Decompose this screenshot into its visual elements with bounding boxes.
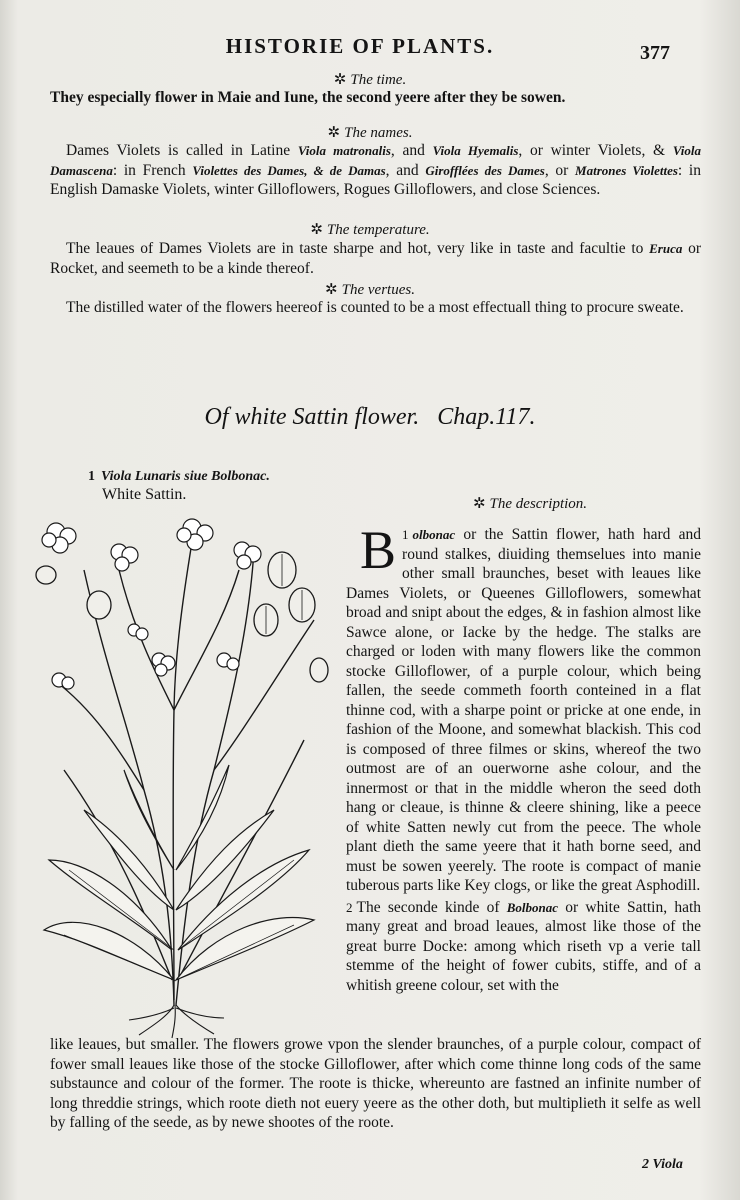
temperature-paragraph: The leaues of Dames Violets are in taste sharpe and hot, very like in taste and facultie to Eruca or Rocket, and seemeth to be a kinde thereof. bbox=[50, 240, 701, 277]
heading-time: ✲ The time. bbox=[333, 72, 407, 88]
description-paragraph-2: 2 The seconde kinde of Bolbonac or white Sattin, hath many great and broad leaues, almost like those of the great burre Docke: among which riseth vp a verie tall stemme of the height of fower cubits, stiffe, and of a whitish greene colour, set with the bbox=[346, 898, 701, 994]
white-sattin-woodcut-illustration bbox=[24, 510, 329, 1040]
asterism-icon: ✲ bbox=[325, 282, 338, 298]
running-head: HISTORIE OF PLANTS. bbox=[225, 34, 495, 58]
time-text: They especially flower in Maie and Iune, the second yeere after they be sowen. bbox=[50, 89, 566, 106]
asterism-icon: ✲ bbox=[310, 222, 323, 238]
chapter-title: Of white Sattin flower. Chap.117. bbox=[204, 404, 536, 430]
asterism-icon: ✲ bbox=[327, 125, 341, 141]
description-paragraph-1: 1 B olbonac or the Sattin flower, hath hard and round stalkes, diuiding themselues into manie other small braunches, beset with leaues like Dames Violets, or Queenes Gilloflowers, somewhat broad and snipt about the edges, & in fashion almost like Sawce alone, or Iacke by the hedge. The stalks are charged or loden with many flowers like the common stocke Gilloflower, of a purple colour, which being fallen, the seede commeth foorth conteined in a flat thinne cod, with a sharpe point or pricke at one ende, in fashion of the Moone, and somewhat blackish. This cod is composed of three filmes or skins, whereof the two outmost are of an ouerworne ashe colour, and the innermost or that in the middle wheron the seed doth hang or cleaue, is thinne & cleere shining, like a peece of white Satten newly cut from the peece. The whole plant dieth the same yeere that it hath borne seed, and must be sowen yeerely. The roote is compact of manie tuberous parts like Key clogs, or like the great Asphodill. bbox=[346, 520, 701, 894]
figure-caption-english: White Sattin. bbox=[102, 486, 187, 503]
heading-names: ✲ The names. bbox=[327, 125, 413, 141]
page-number: 377 bbox=[640, 42, 670, 64]
heading-vertues: ✲ The vertues. bbox=[325, 282, 415, 298]
catchword: 2 Viola bbox=[642, 1157, 683, 1172]
chapter-number: Chap.117. bbox=[437, 404, 536, 430]
vertues-paragraph: The distilled water of the flowers heereof is counted to be a most effectuall thing to procure sweate. bbox=[66, 299, 684, 316]
asterism-icon: ✲ bbox=[472, 496, 486, 512]
figure-caption-latin: 1 Viola Lunaris siue Bolbonac. bbox=[88, 469, 270, 484]
heading-temperature: ✲ The temperature. bbox=[310, 222, 430, 238]
description-continuation: like leaues, but smaller. The flowers growe vpon the slender braunches, of a purple colour, compact of fower small leaues like those of the stocke Gilloflower, after which come thinne long cods of the same substaunce and colour of the former. The roote is thicke, whereunto are fastned an infinite number of long threddie strings, which roote dieth not euery yeere as the other doth, but multiplieth it selfe as well by falling of the seede, as by newe shootes of the roote. bbox=[50, 1036, 701, 1131]
dropcap-letter: B bbox=[360, 520, 397, 580]
names-paragraph: Dames Violets is called in Latine Viola matronalis, and Viola Hyemalis, or winter Violets, & Viola Damascena: in French Violettes des Dames, & de Damas, and Girofflées des Dames, or Matrones Violettes: in English Damaske Violets, winter Gilloflowers, Rogues Gilloflowers, and close Sciences. bbox=[50, 142, 701, 198]
heading-description: ✲ The description. bbox=[472, 496, 588, 512]
description-column bbox=[346, 520, 701, 995]
asterism-icon: ✲ bbox=[333, 72, 347, 88]
